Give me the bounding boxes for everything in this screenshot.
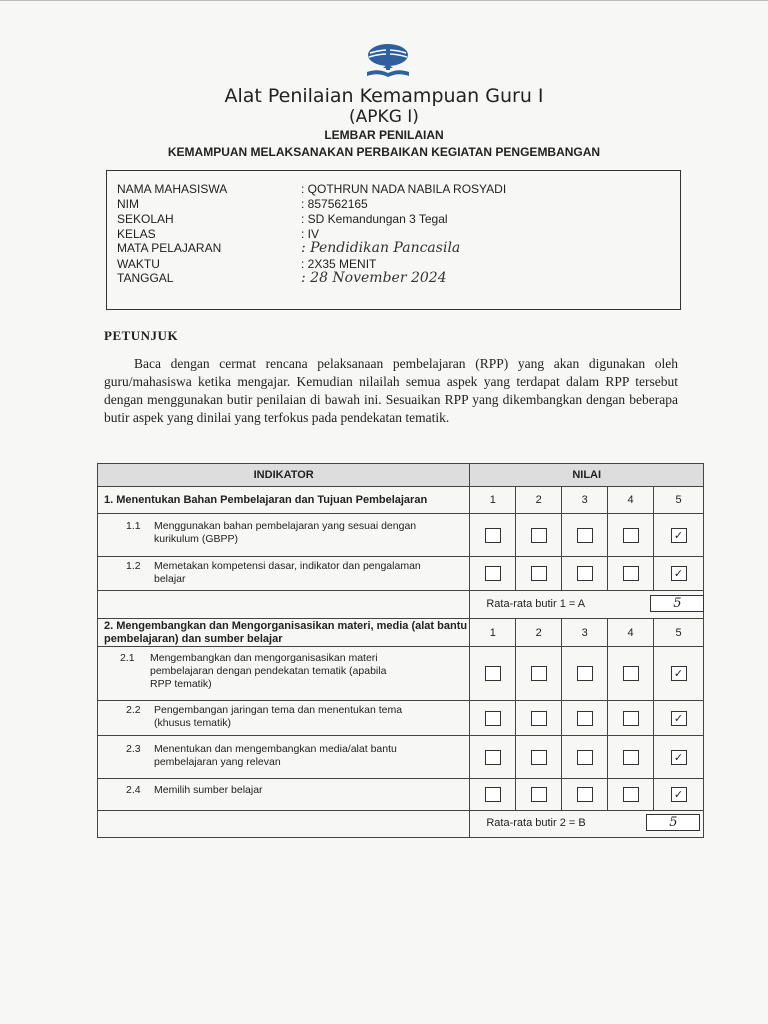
form-subtitle-2: KEMAMPUAN MELAKSANAKAN PERBAIKAN KEGIATAN PENGEMBANGAN [167, 145, 601, 159]
score-checkbox[interactable] [623, 666, 639, 681]
item-cell [98, 514, 470, 557]
score-checkbox[interactable] [531, 528, 547, 543]
item-cell [98, 779, 470, 811]
info-value-handwritten: : 28 November 2024 [301, 270, 447, 286]
scale-label: 4 [608, 619, 654, 647]
score-checkbox-checked[interactable]: ✓ [671, 666, 687, 681]
spacer-cell [98, 811, 470, 838]
score-checkbox[interactable] [623, 750, 639, 765]
scale-label: 5 [654, 619, 704, 647]
scale-label: 1 [470, 619, 516, 647]
score-checkbox-checked[interactable]: ✓ [671, 566, 687, 581]
score-checkbox[interactable] [577, 528, 593, 543]
score-checkbox[interactable] [485, 666, 501, 681]
info-value: : SD Kemandungan 3 Tegal [301, 212, 448, 226]
section-title: 1. Menentukan Bahan Pembelajaran dan Tujuan Pembelajaran [98, 487, 470, 514]
score-checkbox[interactable] [623, 711, 639, 726]
item-number: 2.4 [126, 783, 141, 796]
scale-label: 4 [608, 487, 654, 514]
info-label: SEKOLAH [117, 212, 174, 226]
score-checkbox[interactable] [623, 787, 639, 802]
score-checkbox-checked[interactable]: ✓ [671, 787, 687, 802]
item-number: 1.1 [126, 520, 141, 532]
average-cell [470, 591, 704, 619]
item-number: 1.2 [126, 559, 141, 572]
score-checkbox-checked[interactable]: ✓ [671, 711, 687, 726]
info-label: MATA PELAJARAN [117, 241, 222, 255]
item-text: Menggunakan bahan pembelajaran yang sesuai dengan kurikulum (GBPP) [154, 520, 417, 545]
item-cell [98, 736, 470, 779]
section-title: 2. Mengembangkan dan Mengorganisasikan materi, media (alat bantu pembelajaran) dan sumber belajar [98, 619, 470, 647]
form-code: (APKG I) [349, 107, 419, 127]
info-value-handwritten: : Pendidikan Pancasila [301, 240, 461, 256]
university-logo-icon [364, 42, 412, 82]
item-text: Memetakan kompetensi dasar, indikator dan pengalaman belajar [154, 559, 421, 585]
score-checkbox[interactable] [531, 787, 547, 802]
info-value: : 2X35 MENIT [301, 257, 377, 271]
info-label: KELAS [117, 227, 156, 241]
info-value: : QOTHRUN NADA NABILA ROSYADI [301, 182, 507, 196]
info-label: TANGGAL [117, 271, 174, 285]
indikator-header: INDIKATOR [98, 464, 470, 487]
average-label: Rata-rata butir 2 = B [486, 817, 586, 829]
info-label: NIM [117, 197, 139, 211]
item-number: 2.3 [126, 743, 141, 755]
score-checkbox[interactable] [577, 566, 593, 581]
student-info-box [106, 170, 681, 310]
scale-label: 3 [562, 619, 608, 647]
info-value: : IV [301, 227, 320, 241]
score-checkbox[interactable] [623, 528, 639, 543]
instructions-heading: PETUNJUK [104, 328, 179, 343]
nilai-header: NILAI [470, 464, 704, 487]
average-cell [470, 811, 704, 838]
scale-label: 5 [654, 487, 704, 514]
score-checkbox[interactable] [577, 711, 593, 726]
item-text: Pengembangan jaringan tema dan menentukan tema (khusus tematik) [154, 704, 403, 729]
average-value: 5 [650, 595, 704, 612]
item-number: 2.1 [120, 651, 135, 664]
score-checkbox[interactable] [577, 787, 593, 802]
item-text: Memilih sumber belajar [154, 783, 263, 796]
score-checkbox[interactable] [485, 750, 501, 765]
score-checkbox[interactable] [485, 711, 501, 726]
item-cell [98, 701, 470, 736]
scale-label: 2 [516, 619, 562, 647]
average-value: 5 [646, 814, 700, 831]
score-checkbox-checked[interactable]: ✓ [671, 750, 687, 765]
assessment-table [97, 463, 704, 838]
score-checkbox[interactable] [485, 566, 501, 581]
form-title: Alat Penilaian Kemampuan Guru I [224, 85, 544, 107]
spacer-cell [98, 591, 470, 619]
item-cell [98, 647, 470, 701]
instructions-text [104, 355, 678, 427]
score-checkbox[interactable] [623, 566, 639, 581]
score-checkbox[interactable] [485, 787, 501, 802]
top-rule [0, 0, 768, 1]
score-checkbox[interactable] [531, 750, 547, 765]
score-checkbox[interactable] [577, 750, 593, 765]
scale-label: 3 [562, 487, 608, 514]
form-subtitle: LEMBAR PENILAIAN [324, 128, 444, 142]
score-checkbox[interactable] [531, 711, 547, 726]
average-label: Rata-rata butir 1 = A [486, 598, 586, 610]
instructions-paragraph: Baca dengan cermat rencana pelaksanaan pembelajaran (RPP) yang akan digunakan oleh guru/mahasiswa ketika mengajar. Kemudian nilailah semua aspek yang terdapat dalam RPP tersebut dengan menggunakan butir penilaian di bawah ini. Sesuaikan RPP yang dikembangkan dengan beberapa butir aspek yang dinilai yang terfokus pada pendekatan tematik. [104, 356, 678, 425]
score-checkbox-checked[interactable]: ✓ [671, 528, 687, 543]
score-checkbox[interactable] [577, 666, 593, 681]
scale-label: 1 [470, 487, 516, 514]
info-label: NAMA MAHASISWA [117, 182, 228, 196]
scale-label: 2 [516, 487, 562, 514]
item-text: Menentukan dan mengembangkan media/alat bantu pembelajaran yang relevan [154, 743, 397, 768]
item-number: 2.2 [126, 704, 141, 716]
score-checkbox[interactable] [485, 528, 501, 543]
item-text: Mengembangkan dan mengorganisasikan materi pembelajaran dengan pendekatan tematik (apabila RPP tematik) [150, 651, 387, 690]
item-cell [98, 557, 470, 591]
score-checkbox[interactable] [531, 566, 547, 581]
info-value: : 857562165 [301, 197, 368, 211]
score-checkbox[interactable] [531, 666, 547, 681]
info-label: WAKTU [117, 257, 160, 271]
